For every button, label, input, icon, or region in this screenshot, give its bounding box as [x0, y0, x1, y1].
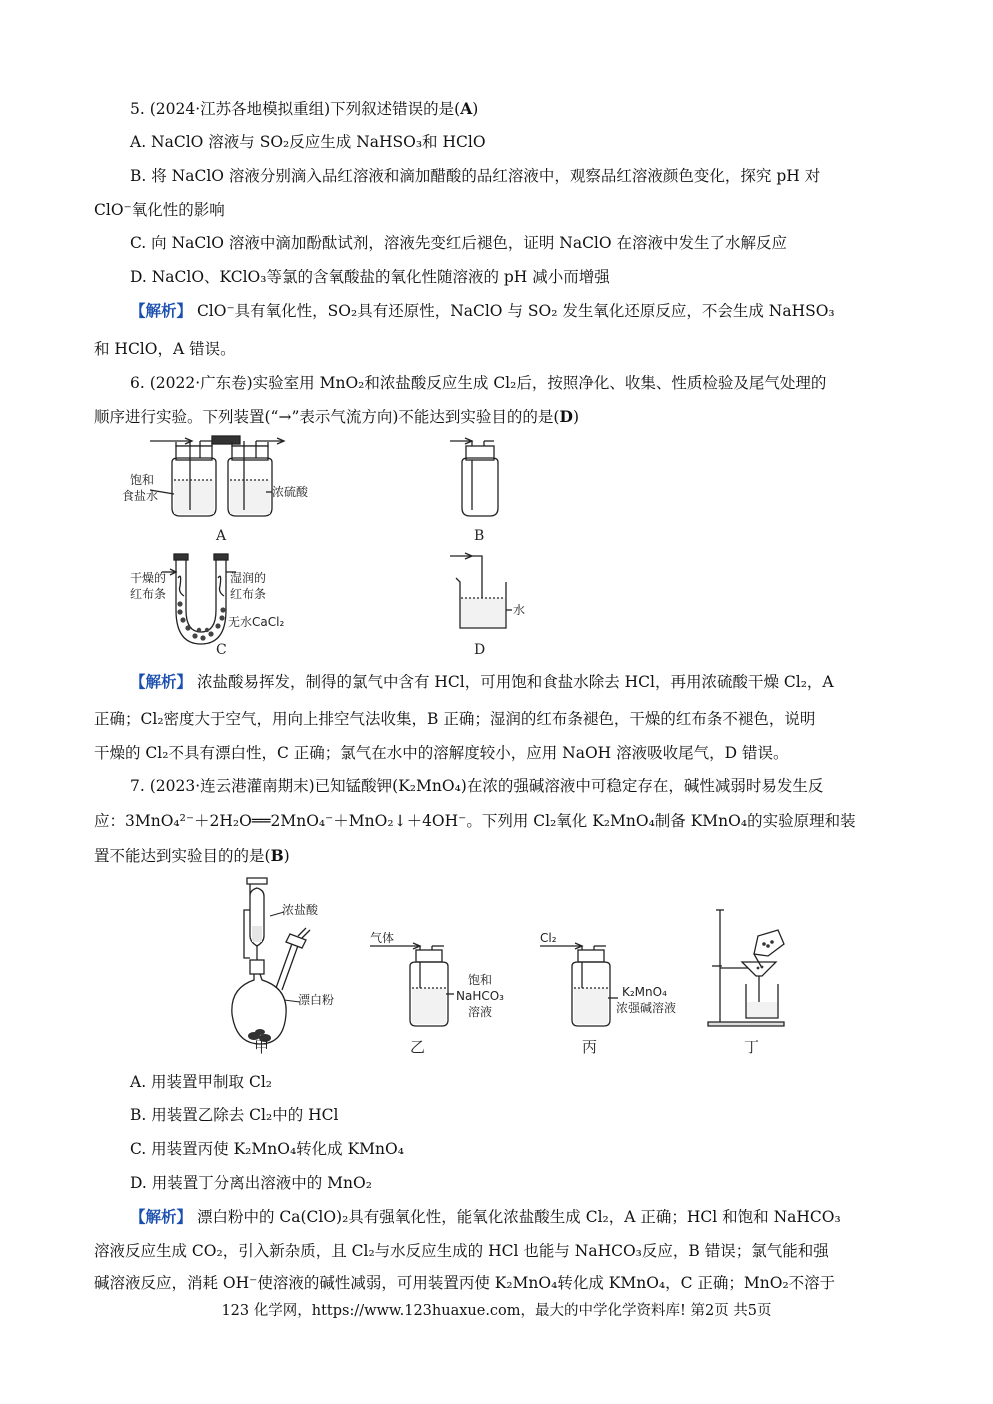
label-k2mno4: K₂MnO₄ — [622, 985, 667, 999]
q7-analysis-line3: 碱溶液反应，消耗 OH⁻使溶液的碱性减弱，可用装置丙使 K₂MnO₄转化成 KMnO₄，C 正确；MnO₂不溶于 — [94, 1274, 836, 1292]
q5-analysis-line1 — [130, 301, 835, 321]
apparatus-a — [150, 436, 284, 516]
label-water: 水 — [513, 603, 526, 617]
label-bleaching-powder: 漂白粉 — [298, 993, 335, 1007]
q7-option-d: D. 用装置丁分离出溶液中的 MnO₂ — [130, 1174, 372, 1192]
q7-stem-line1: 7. (2023·连云港灌南期末)已知锰酸钾(K₂MnO₄)在浓的强碱溶液中可稳定存在，碱性减弱时易发生反 — [130, 777, 824, 795]
q7-stem-text: 置不能达到实验目的的是( — [94, 847, 271, 865]
label-solution: 溶液 — [468, 1005, 493, 1019]
label-dry-cloth-2: 红布条 — [130, 587, 167, 601]
q5-option-a: A. NaClO 溶液与 SO₂反应生成 NaHSO₃和 HClO — [130, 133, 486, 151]
label-dry-cloth-1: 干燥的 — [130, 571, 167, 585]
label-anhydrous-cacl2: 无水CaCl₂ — [228, 615, 285, 629]
q5-answer: A — [460, 99, 473, 118]
caption-b: B — [474, 528, 485, 544]
q6-stem-line2 — [94, 407, 579, 427]
caption-a: A — [216, 528, 227, 544]
apparatus-d — [450, 553, 512, 628]
q5-stem — [130, 99, 478, 119]
caption-d: D — [474, 642, 486, 658]
q5-analysis-line2: 和 HClO，A 错误。 — [94, 340, 236, 358]
q6-answer: D — [559, 407, 573, 426]
q7-analysis-text1: 漂白粉中的 Ca(ClO)₂具有强氧化性，能氧化浓盐酸生成 Cl₂，A 正确；HCl 和饱和 NaHCO₃ — [192, 1208, 841, 1226]
label-saturated-1: 饱和 — [468, 973, 493, 987]
q7-stem-line3 — [94, 846, 290, 866]
q7-apparatus-figure — [210, 876, 810, 1060]
caption-c: C — [216, 642, 227, 658]
q7-analysis-tag: 【解析】 — [130, 1207, 193, 1226]
caption-bing: 丙 — [582, 1038, 598, 1056]
q6-analysis-text1: 浓盐酸易挥发，制得的氯气中含有 HCl，可用饱和食盐水除去 HCl，再用浓硫酸干燥 Cl₂，A — [192, 673, 834, 691]
q6-analysis-line2: 正确；Cl₂密度大于空气，用向上排空气法收集，B 正确；湿润的红布条褪色，干燥的红布条不褪色，说明 — [94, 710, 816, 728]
label-conc-sulfuric-acid: 浓硫酸 — [272, 485, 309, 499]
q5-option-d: D. NaClO、KClO₃等氯的含氧酸盐的氧化性随溶液的 pH 减小而增强 — [130, 268, 610, 286]
label-gas: 气体 — [370, 931, 395, 945]
label-conc-base: 浓强碱溶液 — [616, 1001, 677, 1015]
calcium-chloride-granules — [177, 601, 225, 640]
caption-yi: 乙 — [410, 1038, 426, 1056]
label-nahco3: NaHCO₃ — [456, 989, 504, 1003]
label-cl2: Cl₂ — [540, 931, 557, 945]
q5-stem-close: ) — [472, 100, 479, 118]
q7-option-b: B. 用装置乙除去 Cl₂中的 HCl — [130, 1106, 339, 1124]
q5-option-b-line1: B. 将 NaClO 溶液分别滴入品红溶液和滴加醋酸的品红溶液中，观察品红溶液颜色变化，探究 pH 对 — [130, 167, 821, 185]
q5-stem-text: 5. (2024·江苏各地模拟重组)下列叙述错误的是( — [130, 100, 461, 118]
q6-apparatus-figure — [120, 432, 540, 664]
caption-jia: 甲 — [254, 1038, 270, 1056]
label-wet-cloth-1: 湿润的 — [230, 571, 267, 585]
apparatus-ding — [708, 910, 784, 1026]
label-saturated-brine-1: 饱和 — [130, 473, 155, 487]
q5-analysis-text1: ClO⁻具有氧化性，SO₂具有还原性，NaClO 与 SO₂ 发生氧化还原反应，不会生成 NaHSO₃ — [192, 302, 835, 320]
q5-option-b-line2: ClO⁻氧化性的影响 — [94, 201, 225, 219]
page-footer: 123 化学网，https://www.123huaxue.com，最大的中学化学资料库! 第2页 共5页 — [221, 1303, 772, 1319]
q6-analysis-tag: 【解析】 — [130, 672, 193, 691]
q7-stem-line2: 应：3MnO₄²⁻＋2H₂O══2MnO₄⁻＋MnO₂↓＋4OH⁻。下列用 Cl₂氧化 K₂MnO₄制备 KMnO₄的实验原理和装 — [94, 812, 856, 830]
q7-analysis-line2: 溶液反应生成 CO₂，引入新杂质，且 Cl₂与水反应生成的 HCl 也能与 NaHCO₃反应，B 错误；氯气能和强 — [94, 1242, 829, 1260]
apparatus-bing — [540, 943, 618, 1026]
q5-analysis-tag: 【解析】 — [130, 301, 193, 320]
q6-stem-line1: 6. (2022·广东卷)实验室用 MnO₂和浓盐酸反应生成 Cl₂后，按照净化、收集、性质检验及尾气处理的 — [130, 374, 827, 392]
q6-stem-close: ) — [572, 408, 579, 426]
q6-stem-text: 顺序进行实验。下列装置(“→”表示气流方向)不能达到实验目的的是( — [94, 408, 560, 426]
q5-option-c: C. 向 NaClO 溶液中滴加酚酞试剂，溶液先变红后褪色，证明 NaClO 在溶液中发生了水解反应 — [130, 234, 788, 252]
apparatus-b — [450, 438, 498, 516]
label-saturated-brine-2: 食盐水 — [122, 489, 159, 503]
q7-analysis-line1 — [130, 1207, 841, 1227]
q7-answer: B — [270, 846, 284, 865]
q7-stem-close: ) — [283, 847, 290, 865]
caption-ding: 丁 — [744, 1038, 760, 1056]
label-wet-cloth-2: 红布条 — [230, 587, 267, 601]
apparatus-yi — [370, 943, 454, 1026]
q7-option-a: A. 用装置甲制取 Cl₂ — [130, 1073, 273, 1091]
q6-analysis-line3: 干燥的 Cl₂不具有漂白性，C 正确；氯气在水中的溶解度较小，应用 NaOH 溶液吸收尾气，D 错误。 — [94, 744, 789, 762]
q7-option-c: C. 用装置丙使 K₂MnO₄转化成 KMnO₄ — [130, 1140, 404, 1158]
label-conc-hcl: 浓盐酸 — [282, 903, 319, 917]
q6-analysis-line1 — [130, 672, 834, 692]
